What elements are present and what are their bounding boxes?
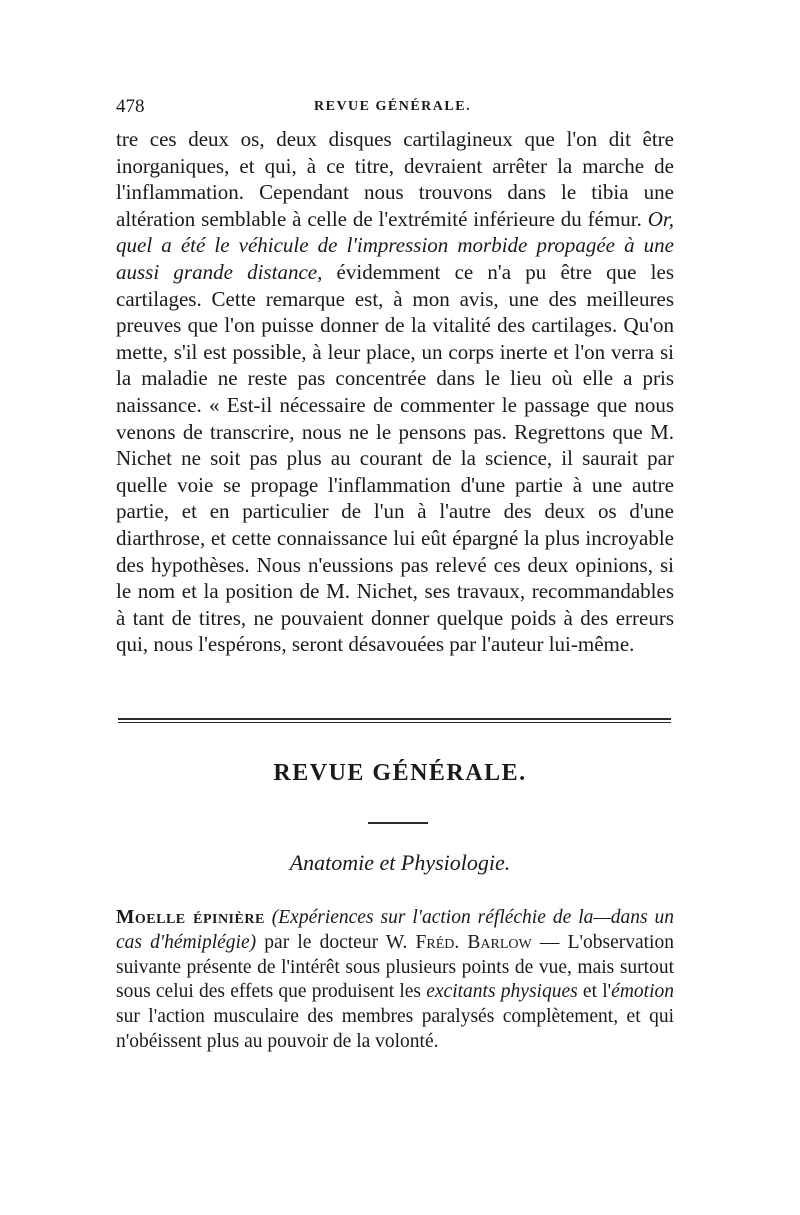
section-divider [118,718,671,723]
article-byline: par le docteur W. [256,931,416,953]
short-divider [368,822,428,824]
article-title: (Expériences sur l'action réfléchie de la—dans un cas d'hémiplégie) [116,907,675,953]
body-text-part-1: tre ces deux os, deux disques cartilagineux que l'on dit être inorganiques, et qui, à ce titre, devraient arrêter la marche de l'inflammation. Cependant nous trouvons dans le tibia une altération semblable à celle de l'extrémité inférieure du fémur. [116,127,674,231]
article-text-1: — L'observation suivante présente de l'intérêt sous plusieurs points de vue, mais surtout sous celui des effets que produisent les [116,931,674,1003]
section-title: REVUE GÉNÉRALE. [273,760,527,786]
article-text-2: et l' [577,981,612,1003]
body-text [116,126,674,658]
article-lead: Moelle épinière [116,907,265,928]
article-author: Fréd. Barlow [415,931,532,953]
running-title: REVUE GÉNÉRALE. [314,99,472,114]
article-paragraph [116,906,674,1055]
subsection-title: Anatomie et Physiologie. [289,850,511,875]
article-text-3: sur l'action musculaire des membres paralysés complètement, et qui n'obéissent plus au pouvoir de la volonté. [116,1006,674,1052]
page-number: 478 [116,96,145,117]
article-italic-2: émotion [611,981,674,1003]
article-italic-1: excitants physiques [426,981,578,1003]
article [116,906,674,1055]
body-italic-quote: Or, quel a été le véhicule de l'impression morbide propagée à une aussi grande distance, [116,206,674,284]
running-head [116,96,676,120]
body-text-part-2: évidemment ce n'a pu être que les cartilages. Cette remarque est, à mon avis, une des meilleures preuves que l'on puisse donner de la vitalité des cartilages. Qu'on mette, s'il est possible, à leur place, un corps inerte et l'on verra si la maladie ne reste pas concentrée dans le lieu où elle a pris naissance. « Est-il nécessaire de commenter le passage que nous venons de transcrire, nous ne le pensons pas. Regrettons que M. Nichet ne soit pas plus au courant de la science, il saurait par quelle voie se propage l'inflammation d'une partie à une autre partie, et en particulier de l'un à l'autre des deux os d'une diarthrose, et cette connaissance lui eût épargné la plus incroyable des hypothèses. Nous n'eussions pas relevé ces deux opinions, si le nom et la position de M. Nichet, ses travaux, recommandables à tant de titres, ne pouvaient donner quelque poids à des erreurs qui, nous l'espérons, seront désavouées par l'auteur lui-même. [116,259,675,657]
body-paragraph [116,126,674,658]
